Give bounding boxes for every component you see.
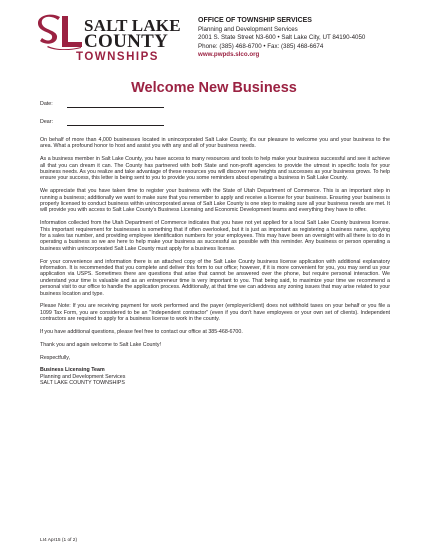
paragraph-application: For your convenience and information there is an attached copy of the Salt Lake County business license application with additional explanatory information. It is recommended that you complete and deliver this form to our office; however, if it is more convenient for you, you may send us your application via USPS. Sometimes there are questions that arise that cannot be answered over the phone, but require personal interaction. We understand your time is valuable and as an entrepreneur time is very important to you. That being said, to maximize your time we recommend a personal visit to our office to handle the application process. Additionally, at that time we can address any zoning issues that may arise related to your business location and type.	[40, 258, 390, 297]
dear-label: Dear:	[40, 119, 53, 125]
office-department: Planning and Development Services	[198, 25, 298, 33]
office-phone-fax: Phone: (385) 468-6700 • Fax: (385) 468-6674	[198, 42, 324, 50]
logo-text-county: COUNTY	[84, 31, 169, 52]
office-website-link[interactable]: www.pwpds.slco.org	[198, 51, 260, 59]
paragraph-registration: We appreciate that you have taken time to register your business with the State of Utah Department of Commerce. This is an important step in running a business; additionally we want to make sure that you remember to apply and receive a license for your business. Ensuring your business is properly licensed to conduct business within unincorporated areas of Salt Lake County is one step to making sure all your business needs are met. It will provide you with access to Salt Lake County's Business Licensing and Economic Development teams and everything they have to offer.	[40, 188, 390, 214]
logo-text-townships: TOWNSHIPS	[76, 51, 159, 63]
paragraph-thanks: Thank you and again welcome to Salt Lake County!	[40, 341, 162, 348]
paragraph-resources: As a business member in Salt Lake County, you have access to many resources and tools to help make your business successful and see it achieve all that you can dream it can. The County has partnered with both State and non-profit agencies to provide the utmost in specific tools for your business needs. As you realize and take advantage of these resources you will discover new heights and successes as your business grows. To help ensure your success, this letter is being sent to you to provide you some reminders about operating a business in Salt Lake County.	[40, 156, 390, 182]
paragraph-license-requirement: Information collected from the Utah Department of Commerce indicates that you have not yet applied for a local Salt Lake County business license. This important requirement for businesses is something that if often overlooked, but it is just as important as registering a business name, applying for a sales tax number, and providing employee identification numbers for your employees. This may have been an oversight with all there is to do in operating a business so we are here to help make your business as successful as possible with this reminder. Any business or person operating a business within unincorporated Salt Lake County must apply for a business license.	[40, 220, 390, 252]
paragraph-contact: If you have additional questions, please feel free to contact our office at 385-468-6700.	[40, 329, 243, 336]
signature-org: SALT LAKE COUNTY TOWNSHIPS	[40, 380, 125, 387]
date-blank-line	[67, 107, 164, 108]
signature-department: Planning and Development Services	[40, 373, 126, 380]
dear-blank-line	[67, 125, 164, 126]
page-title: Welcome New Business	[131, 80, 297, 96]
paragraph-welcome: On behalf of more than 4,000 businesses located in unincorporated Salt Lake County, it's our pleasure to welcome you and your business to the area. What a profound honor to host and assist you with any and all of your business needs.	[40, 137, 390, 150]
paragraph-closing: Respectfully,	[40, 354, 70, 361]
form-footer-code: LI4 Apr15 (1 of 2)	[40, 538, 78, 543]
office-title: OFFICE OF TOWNSHIP SERVICES	[198, 17, 312, 24]
logo-text-salt-lake: SALT LAKE	[84, 16, 181, 35]
dear-field	[40, 119, 390, 127]
signature-block	[40, 367, 390, 386]
date-field	[40, 101, 390, 109]
salt-lake-county-townships-logo	[38, 14, 181, 66]
date-label: Date:	[40, 101, 53, 107]
sl-monogram-icon	[38, 14, 82, 50]
paragraph-independent-contractor: Please Note: If you are receiving payment for work performed and the payer (employer/client) does not withhold taxes on your behalf or you file a 1099 Tax Form, you are considered to be an "Independent contractor" (even if you don't have employees or your own set of clients). Independent contractors are required to apply for a business license to work in the county.	[40, 303, 390, 323]
signature-team: Business Licensing Team	[40, 367, 105, 374]
letter-body	[40, 100, 390, 387]
office-contact-block	[198, 17, 365, 60]
office-address: 2001 S. State Street N3-600 • Salt Lake City, UT 84190-4050	[198, 34, 366, 42]
